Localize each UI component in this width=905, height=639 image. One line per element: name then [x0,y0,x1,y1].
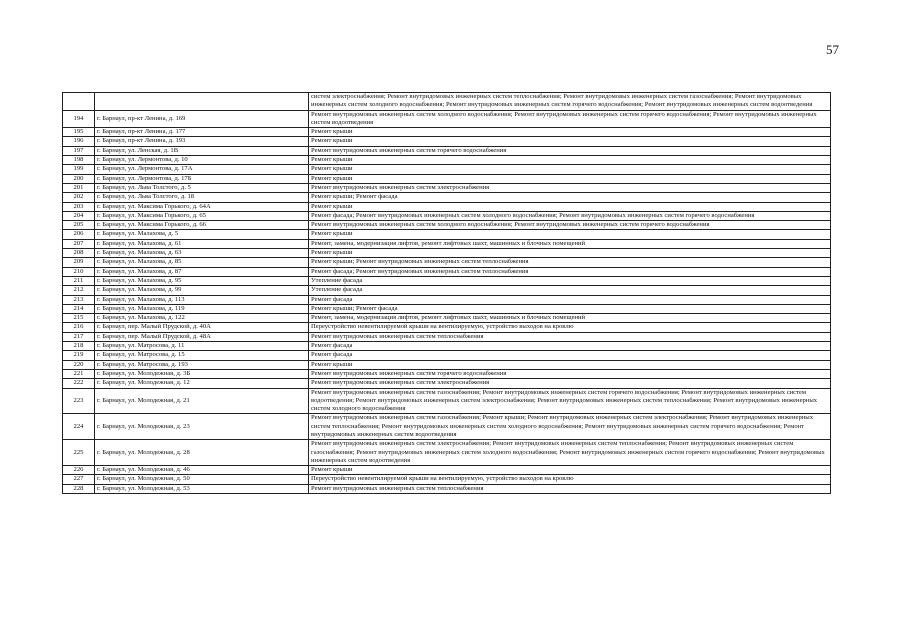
table-row [63,466,831,475]
row-address: г. Барнаул, ул. Малахова, д. 119 [95,304,309,313]
table-row [63,93,831,111]
row-address: г. Барнаул, ул. Максима Горького, д. 64А [95,202,309,211]
row-number: 223 [63,388,95,414]
row-number: 205 [63,221,95,230]
row-works: Ремонт внутридомовых инженерных систем газоснабжения; Ремонт крыши; Ремонт внутридомовых инженерных систем электроснабжения; Ремонт внутридомовых инженерных систем теплоснабжения; Ремонт внутридомовых инженерных систем холодного водоснабжения; Ремонт внутридомовых инженерных систем горячего водоснабжения; Ремонт внутридомовых инженерных систем водоотведения [309,414,831,440]
row-number: 209 [63,258,95,267]
row-address: г. Барнаул, ул. Молодежная, д. 12 [95,379,309,388]
row-works: Утепление фасада [309,286,831,295]
row-number [63,93,95,111]
table-row [63,193,831,202]
row-works: Ремонт внутридомовых инженерных систем газоснабжения; Ремонт внутридомовых инженерных систем горячего водоснабжения; Ремонт внутридомовых инженерных систем водоотведения; Ремонт внутридомовых инженерных систем электроснабжения; Ремонт внутридомовых инженерных систем теплоснабжения; Ремонт внутридомовых инженерных систем холодного водоснабжения [309,388,831,414]
row-works: Ремонт фасада [309,295,831,304]
table-row [63,323,831,332]
row-number: 195 [63,128,95,137]
row-address: г. Барнаул, ул. Малахова, д. 95 [95,276,309,285]
table-row [63,342,831,351]
table-row [63,156,831,165]
table-row [63,314,831,323]
row-address: г. Барнаул, ул. Матросова, д. 15 [95,351,309,360]
row-address: г. Барнаул, пр-кт Ленина, д. 193 [95,137,309,146]
row-address: г. Барнаул, ул. Лермонтова, д. 10 [95,156,309,165]
row-number: 225 [63,440,95,466]
row-address: г. Барнаул, ул. Малахова, д. 122 [95,314,309,323]
row-number: 207 [63,239,95,248]
row-number: 213 [63,295,95,304]
row-number: 215 [63,314,95,323]
row-address: г. Барнаул, ул. Лермонтова, д. 17Б [95,174,309,183]
row-address: г. Барнаул, ул. Льва Толстого, д. 5 [95,183,309,192]
row-works: Ремонт фасада [309,351,831,360]
table-row [63,221,831,230]
row-number: 194 [63,110,95,128]
row-works: Ремонт фасада [309,342,831,351]
row-address: г. Барнаул, ул. Молодежная, д. 23 [95,414,309,440]
table-row [63,295,831,304]
row-number: 197 [63,146,95,155]
row-address: г. Барнаул, ул. Максима Горького, д. 65 [95,211,309,220]
row-number: 196 [63,137,95,146]
row-works: систем электроснабжения; Ремонт внутридомовых инженерных систем теплоснабжения; Ремонт внутридомовых инженерных систем газоснабжения; Ремонт внутридомовых инженерных систем холодного водоснабжения; Ремонт внутридомовых инженерных систем горячего водоснабжения; Ремонт внутридомовых инженерных систем водоотведения [309,93,831,111]
row-address: г. Барнаул, ул. Малахова, д. 61 [95,239,309,248]
table-row [63,388,831,414]
row-address: г. Барнаул, ул. Малахова, д. 87 [95,267,309,276]
row-address: г. Барнаул, ул. Лермонтова, д. 17А [95,165,309,174]
row-address [95,93,309,111]
page-number: 57 [826,42,839,57]
row-address: г. Барнаул, ул. Молодежная, д. 28 [95,440,309,466]
row-address: г. Барнаул, ул. Молодежная, д. 46 [95,466,309,475]
table-row [63,202,831,211]
row-number: 220 [63,360,95,369]
table-row [63,484,831,493]
row-number: 214 [63,304,95,313]
row-number: 224 [63,414,95,440]
row-number: 203 [63,202,95,211]
row-works: Ремонт крыши; Ремонт фасада [309,304,831,313]
row-number: 212 [63,286,95,295]
table-row [63,286,831,295]
row-works: Ремонт крыши [309,156,831,165]
row-address: г. Барнаул, ул. Молодежная, д. 21 [95,388,309,414]
table-row [63,165,831,174]
row-number: 199 [63,165,95,174]
row-works: Ремонт крыши [309,137,831,146]
row-works: Ремонт внутридомовых инженерных систем электроснабжения [309,183,831,192]
repair-program-table [62,92,831,494]
row-number: 222 [63,379,95,388]
row-works: Ремонт крыши [309,466,831,475]
row-works: Ремонт крыши; Ремонт внутридомовых инженерных систем теплоснабжения [309,258,831,267]
table-row [63,351,831,360]
table-row [63,304,831,313]
table-row [63,137,831,146]
table-row [63,332,831,341]
row-works: Ремонт внутридомовых инженерных систем холодного водоснабжения; Ремонт внутридомовых инженерных систем горячего водоснабжения [309,221,831,230]
table-row [63,211,831,220]
row-works: Ремонт внутридомовых инженерных систем холодного водоснабжения; Ремонт внутридомовых инженерных систем горячего водоснабжения; Ремонт внутридомовых инженерных систем водоотведения [309,110,831,128]
row-works: Ремонт, замена, модернизация лифтов, ремонт лифтовых шахт, машинных и блочных помещений [309,239,831,248]
table-row [63,267,831,276]
row-works: Ремонт внутридомовых инженерных систем горячего водоснабжения [309,146,831,155]
row-works: Ремонт крыши; Ремонт фасада [309,193,831,202]
table-row [63,146,831,155]
row-address: г. Барнаул, пр-кт Ленина, д. 169 [95,110,309,128]
table-row [63,360,831,369]
row-works: Ремонт, замена, модернизация лифтов, ремонт лифтовых шахт, машинных и блочных помещений [309,314,831,323]
row-number: 226 [63,466,95,475]
row-works: Ремонт фасада; Ремонт внутридомовых инженерных систем теплоснабжения [309,267,831,276]
row-works: Ремонт внутридомовых инженерных систем электроснабжения; Ремонт внутридомовых инженерных систем теплоснабжения; Ремонт внутридомовых инженерных систем газоснабжения; Ремонт внутридомовых инженерных систем холодного водоснабжения; Ремонт внутридомовых инженерных систем горячего водоснабжения; Ремонт внутридомовых инженерных систем водоотведения [309,440,831,466]
row-works: Ремонт крыши [309,360,831,369]
row-number: 227 [63,475,95,484]
table-row [63,174,831,183]
row-number: 206 [63,230,95,239]
row-address: г. Барнаул, пер. Малый Прудской, д. 40А [95,323,309,332]
row-works: Ремонт фасада; Ремонт внутридомовых инженерных систем холодного водоснабжения; Ремонт внутридомовых инженерных систем горячего водоснабжения [309,211,831,220]
row-address: г. Барнаул, ул. Малахова, д. 63 [95,249,309,258]
row-number: 219 [63,351,95,360]
row-address: г. Барнаул, ул. Малахова, д. 85 [95,258,309,267]
table-row [63,440,831,466]
row-works: Ремонт крыши [309,202,831,211]
table-row [63,183,831,192]
row-works: Ремонт крыши [309,128,831,137]
row-works: Переустройство невентилируемой крыши на вентилируемую, устройство выходов на кровлю [309,323,831,332]
row-address: г. Барнаул, пер. Малый Прудской, д. 48А [95,332,309,341]
row-address: г. Барнаул, ул. Матросова, д. 11 [95,342,309,351]
row-works: Переустройство невентилируемой крыши на вентилируемую, устройство выходов на кровлю [309,475,831,484]
table-row [63,249,831,258]
row-number: 201 [63,183,95,192]
row-works: Ремонт крыши [309,230,831,239]
row-address: г. Барнаул, ул. Молодежная, д. 50 [95,475,309,484]
row-works: Ремонт внутридомовых инженерных систем теплоснабжения [309,484,831,493]
row-address: г. Барнаул, ул. Матросова, д. 193 [95,360,309,369]
row-address: г. Барнаул, пр-кт Ленина, д. 177 [95,128,309,137]
row-address: г. Барнаул, ул. Малахова, д. 113 [95,295,309,304]
table-row [63,258,831,267]
row-works: Ремонт внутридомовых инженерных систем электроснабжения [309,379,831,388]
row-works: Ремонт внутридомовых инженерных систем теплоснабжения [309,332,831,341]
table-row [63,239,831,248]
table-row [63,276,831,285]
row-number: 210 [63,267,95,276]
row-number: 216 [63,323,95,332]
table-row [63,369,831,378]
row-number: 217 [63,332,95,341]
row-address: г. Барнаул, ул. Молодежная, д. 3Б [95,369,309,378]
row-number: 198 [63,156,95,165]
row-works: Ремонт внутридомовых инженерных систем горячего водоснабжения [309,369,831,378]
row-number: 202 [63,193,95,202]
row-address: г. Барнаул, ул. Малахова, д. 5 [95,230,309,239]
table-row [63,110,831,128]
row-address: г. Барнаул, ул. Ленская, д. 1В [95,146,309,155]
row-works: Ремонт крыши [309,174,831,183]
table-row [63,379,831,388]
table-row [63,414,831,440]
row-address: г. Барнаул, ул. Льва Толстого, д. 18 [95,193,309,202]
table-row [63,128,831,137]
row-works: Ремонт крыши [309,165,831,174]
row-works: Ремонт крыши [309,249,831,258]
row-address: г. Барнаул, ул. Максима Горького, д. 66 [95,221,309,230]
row-number: 200 [63,174,95,183]
row-number: 204 [63,211,95,220]
row-number: 228 [63,484,95,493]
row-number: 211 [63,276,95,285]
row-address: г. Барнаул, ул. Малахова, д. 99 [95,286,309,295]
table-row [63,475,831,484]
row-works: Утепление фасада [309,276,831,285]
table-row [63,230,831,239]
row-number: 218 [63,342,95,351]
row-number: 221 [63,369,95,378]
row-number: 208 [63,249,95,258]
row-address: г. Барнаул, ул. Молодежная, д. 53 [95,484,309,493]
